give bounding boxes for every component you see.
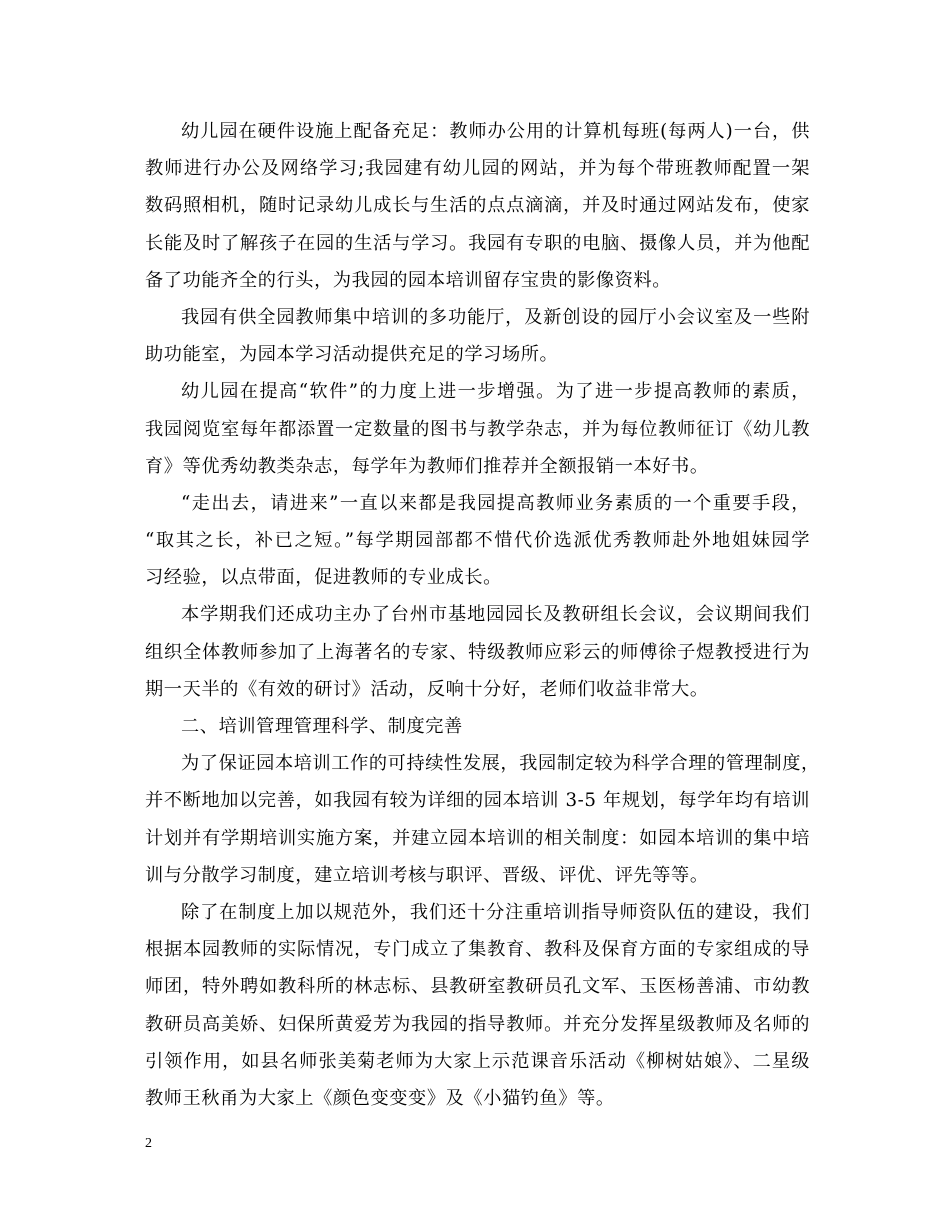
text-line: 教师王秋甬为大家上《颜色变变变》及《小猫钓鱼》等。 [145, 1087, 615, 1109]
text-line: 习经验，以点带面，促进教师的专业成长。 [145, 567, 502, 589]
text-line: 教研员高美娇、妇保所黄爱芳为我园的指导教师。并充分发挥星级教师及名师的 [145, 1013, 810, 1035]
text-line: 我园阅览室每年都添置一定数量的图书与教学杂志，并为每位教师征订《幼儿教 [145, 418, 810, 440]
text-line: “走出去，请进来”一直以来都是我园提高教师业务素质的一个重要手段， [181, 492, 810, 514]
text-line: 并不断地加以完善，如我园有较为详细的园本培训 3-5 年规划，每学年均有培训 [145, 790, 810, 812]
text-line: 我园有供全园教师集中培训的多功能厅，及新创设的园厅小会议室及一些附 [181, 306, 810, 328]
text-line: 幼儿园在提高“软件”的力度上进一步增强。为了进一步提高教师的素质， [181, 381, 810, 403]
text-line: 备了功能齐全的行头，为我园的园本培训留存宝贵的影像资料。 [145, 269, 672, 291]
text-line: 根据本园教师的实际情况，专门成立了集教育、教科及保育方面的专家组成的导 [145, 939, 810, 961]
text-line: 本学期我们还成功主办了台州市基地园园长及教研组长会议，会议期间我们 [181, 604, 810, 626]
body-text [145, 113, 820, 1117]
text-line: 为了保证园本培训工作的可持续性发展，我园制定较为科学合理的管理制度， [181, 753, 820, 775]
text-line: 二、培训管理管理科学、制度完善 [181, 716, 463, 737]
page-number: 2 [145, 1136, 152, 1151]
text-line: 教师进行办公及网络学习;我园建有幼儿园的网站，并为每个带班教师配置一架 [145, 158, 810, 180]
text-line: 计划并有学期培训实施方案，并建立园本培训的相关制度：如园本培训的集中培 [145, 827, 810, 849]
text-line: 训与分散学习制度，建立培训考核与职评、晋级、评优、评先等等。 [145, 864, 709, 886]
text-line: 组织全体教师参加了上海著名的专家、特级教师应彩云的师傅徐子煜教授进行为 [145, 641, 810, 663]
text-line: 数码照相机，随时记录幼儿成长与生活的点点滴滴，并及时通过网站发布，使家 [145, 195, 810, 217]
text-line: 幼儿园在硬件设施上配备充足：教师办公用的计算机每班(每两人)一台，供 [181, 121, 810, 142]
text-line: 除了在制度上加以规范外，我们还十分注重培训指导师资队伍的建设，我们 [181, 901, 810, 923]
text-line: 长能及时了解孩子在园的生活与学习。我园有专职的电脑、摄像人员，并为他配 [145, 232, 810, 254]
text-line: 期一天半的《有效的研讨》活动，反响十分好，老师们收益非常大。 [145, 678, 709, 700]
text-line: 师团，特外聘如教科所的林志标、县教研室教研员孔文军、玉医杨善浦、市幼教 [145, 976, 810, 998]
text-line: 引领作用，如县名师张美菊老师为大家上示范课音乐活动《柳树姑娘》、二星级 [145, 1050, 810, 1072]
text-line: 育》等优秀幼教类杂志，每学年为教师们推荐并全额报销一本好书。 [145, 455, 709, 477]
text-line: 助功能室，为园本学习活动提供充足的学习场所。 [145, 344, 559, 366]
text-line: “取其之长，补已之短。”每学期园部都不惜代价选派优秀教师赴外地姐妹园学 [145, 530, 810, 552]
